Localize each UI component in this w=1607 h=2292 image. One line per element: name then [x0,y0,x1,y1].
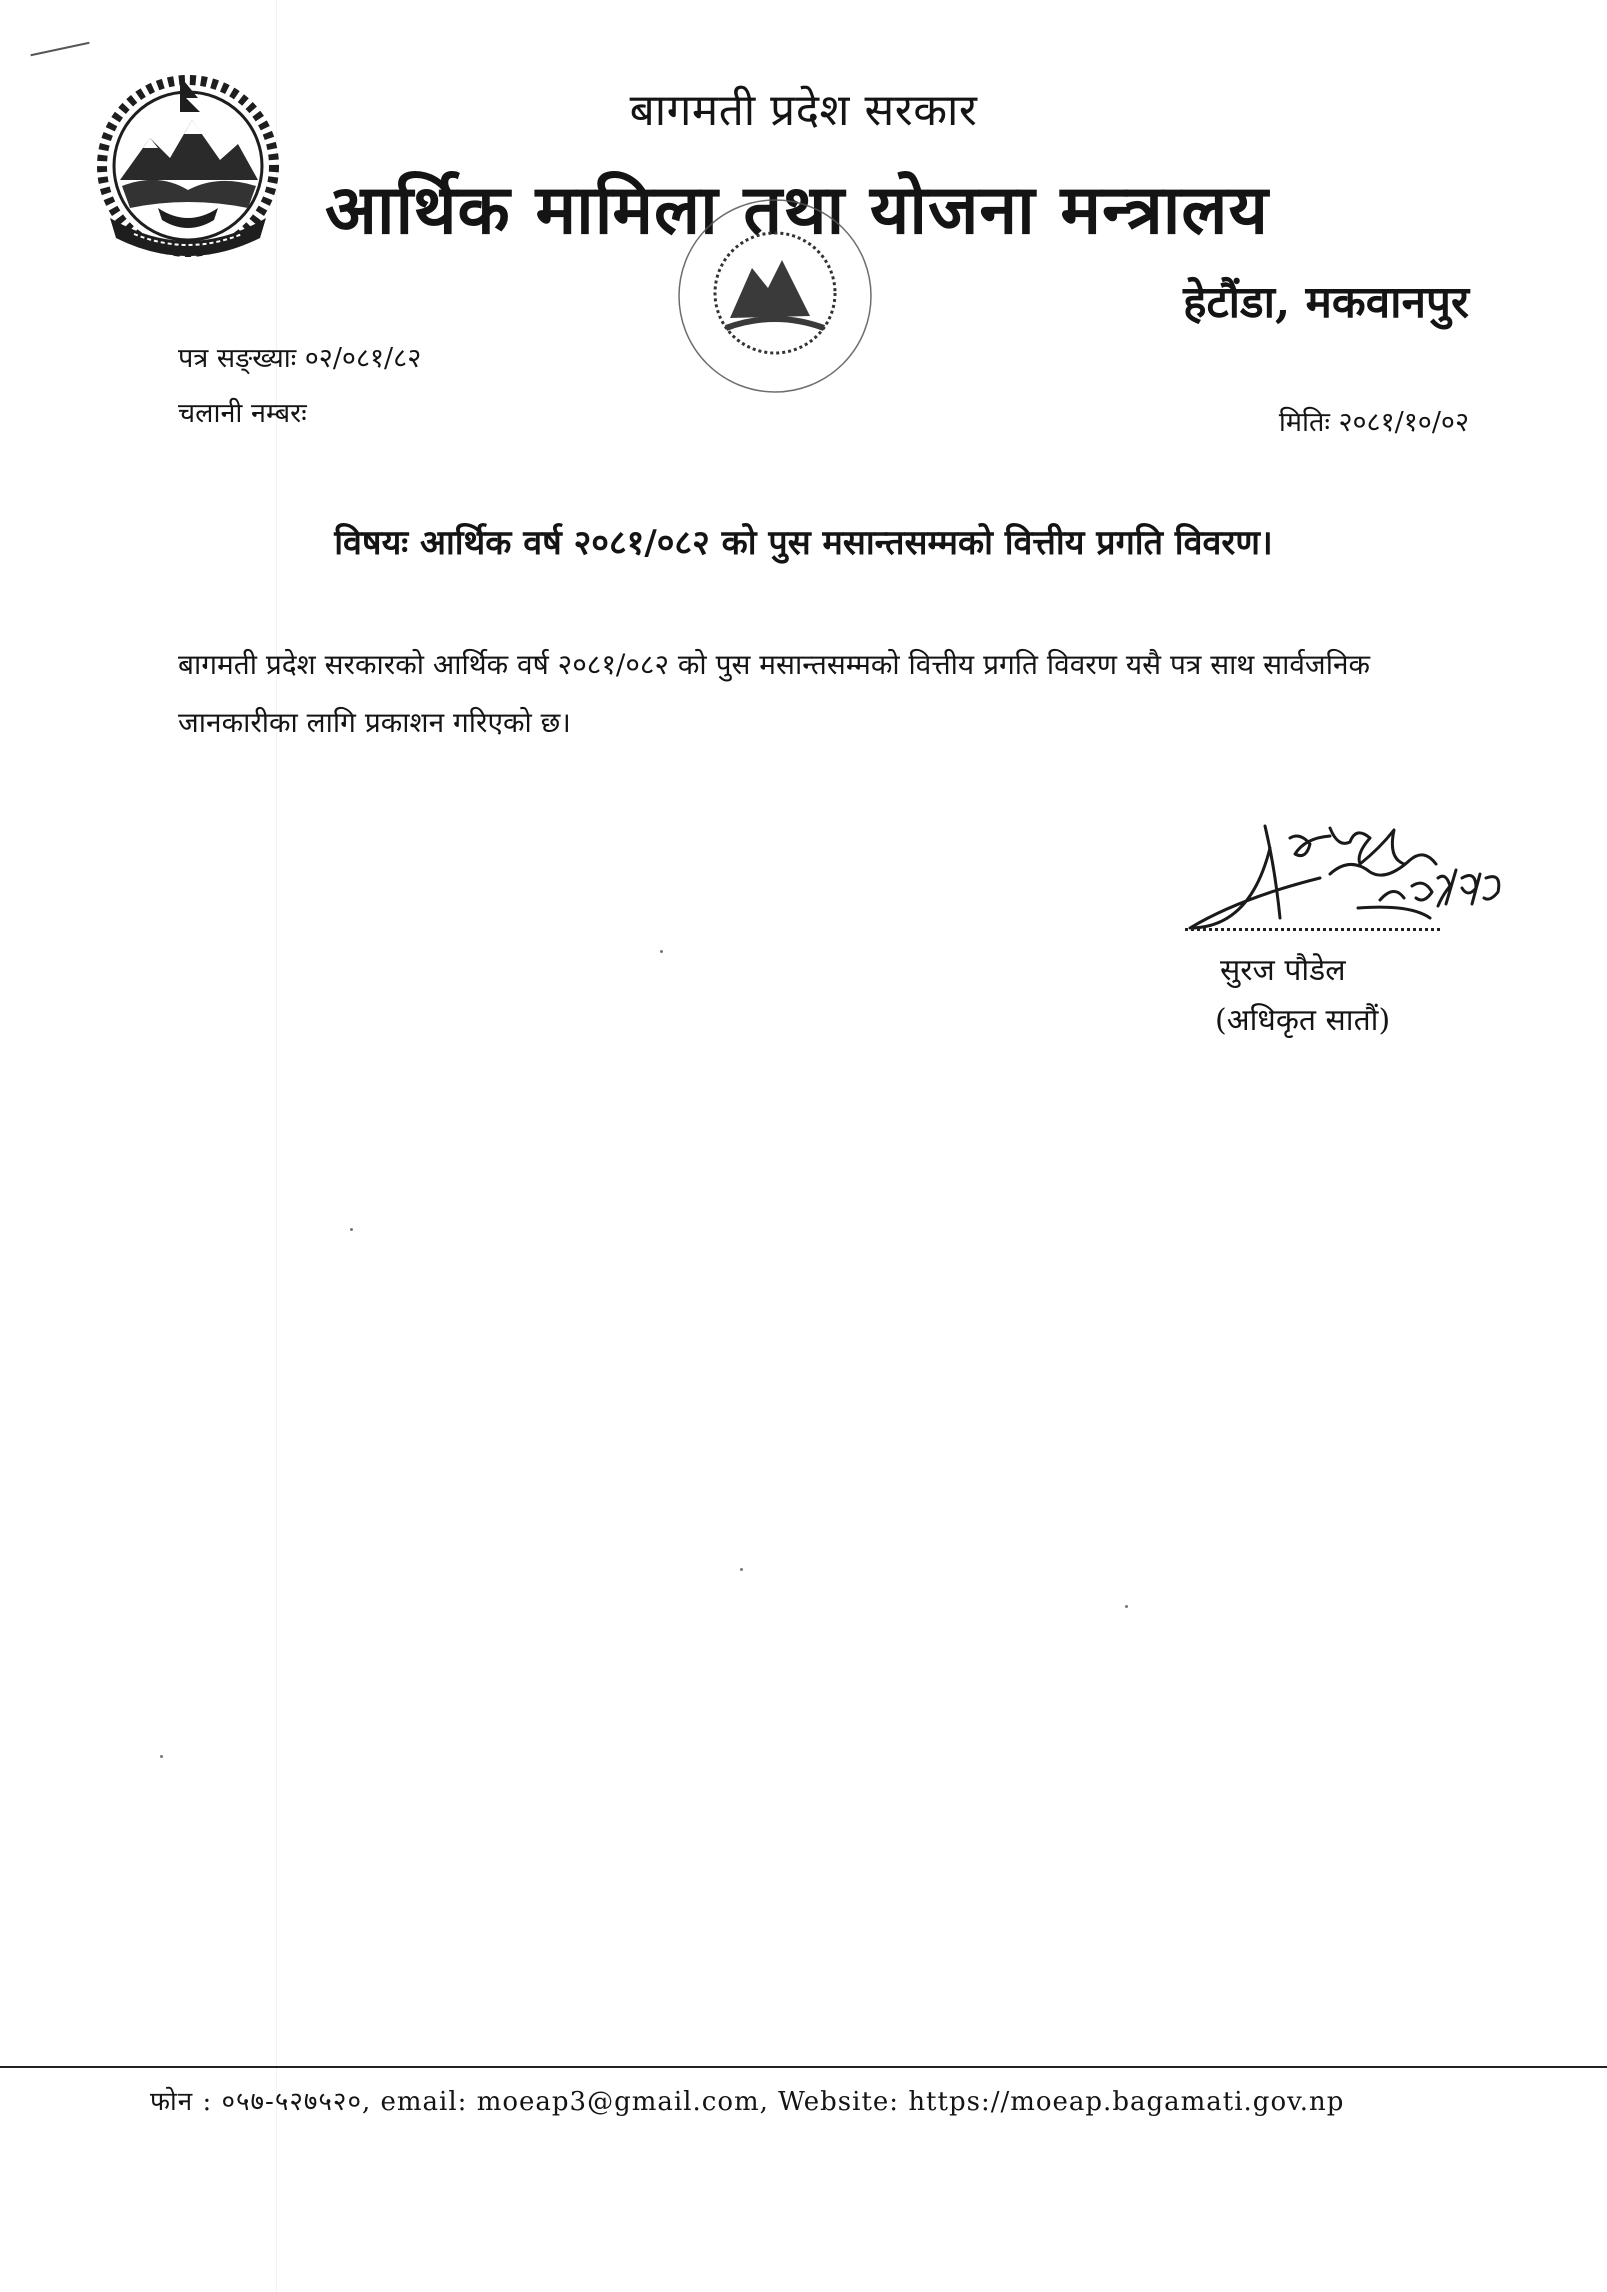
government-name: बागमती प्रदेश सरकार [629,85,978,136]
footer-divider [0,2066,1607,2068]
scan-stroke [30,42,89,56]
scan-speck [1125,1605,1128,1608]
handwritten-signature-icon [1180,808,1540,953]
scan-speck [160,1755,163,1758]
signature-line [1185,928,1440,931]
letter-subject: विषयः आर्थिक वर्ष २०८१/०८२ को पुस मसान्तसम्मको वित्तीय प्रगति विवरण। [334,523,1273,563]
office-location: हेटौंडा, मकवानपुर [1183,277,1469,328]
scan-speck [350,1228,353,1231]
signatory-name: सुरज पौडेल [1220,953,1346,988]
letter-body: बागमती प्रदेश सरकारको आर्थिक वर्ष २०८१/०८२ को पुस मसान्तसम्मको वित्तीय प्रगति विवरण यसै पत्र साथ सार्वजनिक जानकारीका लागि प्रकाशन गरिएको छ। [178,648,1370,739]
letter-number: पत्र सङ्ख्याः ०२/०८१/८२ [178,343,422,374]
letter-date: मितिः २०८१/१०/०२ [1278,407,1469,438]
signatory-title: (अधिकृत सातौं) [1215,1003,1391,1038]
ministry-round-seal-icon [660,178,890,418]
ministry-name: आर्थिक मामिला तथा योजना मन्त्रालय [325,170,1269,250]
footer-contact: फोन : ०५७-५२७५२०, email: moeap3@gmail.com, Website: https://moeap.bagamati.gov.np [150,2087,1345,2117]
dispatch-number: चलानी नम्बरः [178,398,307,429]
scan-speck [740,1568,743,1571]
scan-speck [660,950,663,953]
